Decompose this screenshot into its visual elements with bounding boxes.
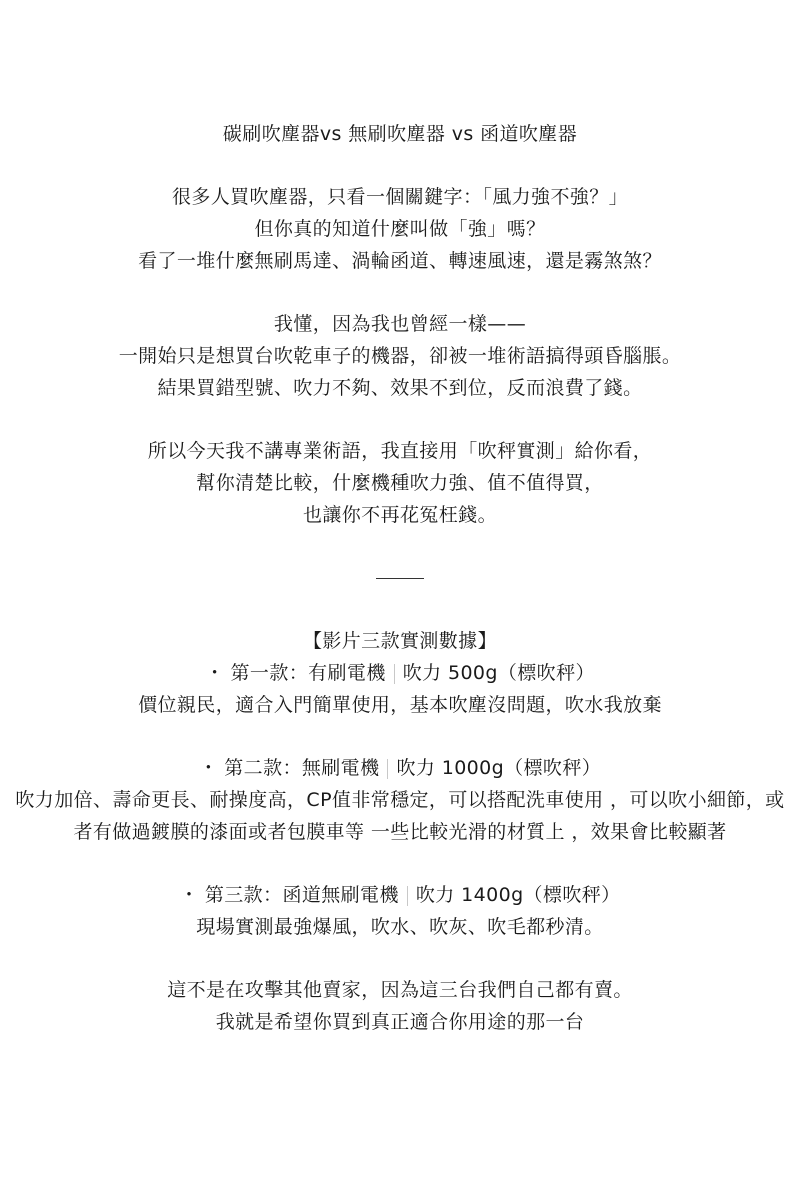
model-1-spec: 吹力 500g（標吹秤） [402, 662, 595, 684]
purpose-line-1: 所以今天我不講專業術語，我直接用「吹秤實測」給你看， [147, 440, 653, 462]
purpose-line-2: 幫你清楚比較，什麼機種吹力強、值不值得買， [196, 472, 604, 494]
story-line-2: 一開始只是想買台吹乾車子的機器，卻被一堆術語搞得頭昏腦脹。 [118, 345, 682, 367]
intro-line-2: 但你真的知道什麼叫做「強」嗎？ [254, 218, 546, 240]
separator-bar [407, 886, 408, 906]
model-1-heading [0, 657, 800, 689]
model-3-name: 第三款：函道無刷電機 [204, 884, 399, 906]
bullet-icon: ・ [179, 884, 199, 906]
model-2-heading [0, 752, 800, 784]
model-1-name: 第一款：有刷電機 [230, 662, 386, 684]
section-divider [376, 578, 424, 579]
model-2-spec: 吹力 1000g（標吹秤） [396, 757, 602, 779]
separator-bar [394, 664, 395, 684]
article-title: 碳刷吹塵器vs 無刷吹塵器 vs 函道吹塵器 [222, 123, 578, 145]
closing-line-1: 這不是在攻擊其他賣家，因為這三台我們自己都有賣。 [167, 979, 633, 1001]
model-3-desc: 現場實測最強爆風，吹水、吹灰、吹毛都秒清。 [196, 916, 604, 938]
story-line-1: 我懂，因為我也曾經一樣—— [273, 313, 527, 335]
model-1-desc: 價位親民，適合入門簡單使用，基本吹塵沒問題，吹水我放棄 [138, 694, 662, 716]
article-body [0, 118, 800, 1038]
model-3-spec: 吹力 1400g（標吹秤） [415, 884, 621, 906]
story-line-3: 結果買錯型號、吹力不夠、效果不到位，反而浪費了錢。 [157, 377, 643, 399]
bullet-icon: ・ [198, 757, 219, 779]
model-3-heading [0, 879, 800, 911]
intro-line-1: 很多人買吹塵器，只看一個關鍵字：「風力強不強？」 [171, 186, 629, 208]
purpose-line-3: 也讓你不再花冤枉錢。 [302, 504, 497, 526]
closing-line-2: 我就是希望你買到真正適合你用途的那一台 [215, 1011, 585, 1033]
section-header: 【影片三款實測數據】 [302, 630, 497, 652]
model-2-desc: 吹力加倍、壽命更長、耐操度高，CP值非常穩定，可以搭配洗車使用 ，可以吹小細節，或者有做過鍍膜的漆面或者包膜車等 一些比較光滑的材質上 ，效果會比較顯著 [15, 789, 785, 843]
model-2-name: 第二款：無刷電機 [224, 757, 380, 779]
separator-bar [387, 759, 388, 779]
intro-line-3: 看了一堆什麼無刷馬達、渦輪函道、轉速風速，還是霧煞煞？ [138, 250, 662, 272]
bullet-icon: ・ [205, 662, 225, 684]
